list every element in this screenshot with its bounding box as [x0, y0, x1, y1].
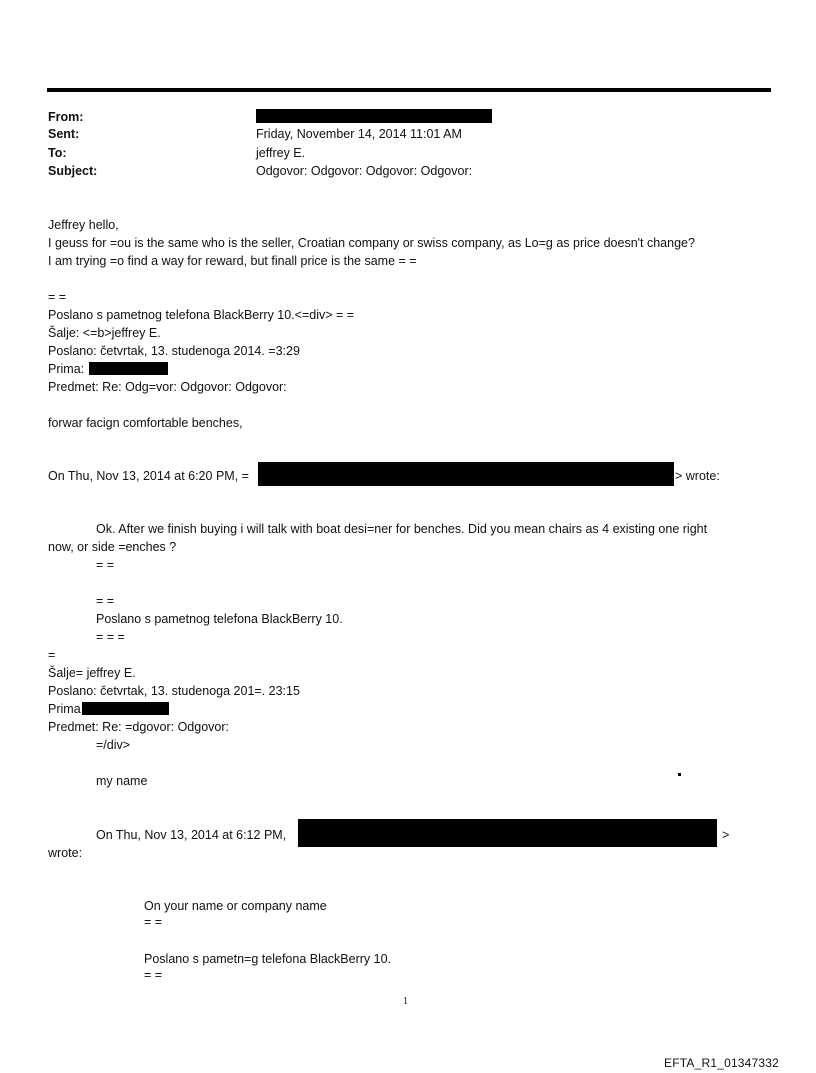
from-label: From: [48, 110, 84, 124]
stray-mark [678, 773, 681, 776]
body-line: my name [96, 774, 148, 788]
body-line: = = = [96, 630, 125, 644]
quoted-sent: Poslano: četvrtak, 13. studenoga 201=. 23:15 [48, 684, 300, 698]
body-line: = [48, 648, 56, 662]
body-line: = = [96, 594, 115, 608]
body-line: now, or side =enches ? [48, 540, 177, 554]
body-line: = = [144, 915, 163, 929]
signature-line: Poslano s pametnog telefona BlackBerry 10.<=div> = = [48, 308, 355, 322]
email-redaction [298, 819, 717, 847]
quoted-sent: Poslano: četvrtak, 13. studenoga 2014. =3:29 [48, 344, 300, 358]
attribution-wrote: > wrote: [675, 469, 720, 483]
quoted-to: Prima [48, 702, 81, 716]
to-value: jeffrey E. [256, 146, 306, 160]
sent-value: Friday, November 14, 2014 11:01 AM [256, 127, 462, 141]
from-redaction [256, 109, 492, 123]
subject-value: Odgovor: Odgovor: Odgovor: Odgovor: [256, 164, 473, 178]
page-number: 1 [403, 996, 408, 1007]
prima-redaction [89, 362, 168, 375]
body-line: Ok. After we finish buying i will talk with boat desi=ner for benches. Did you mean chairs as 4 existing one right [96, 522, 708, 536]
email-redaction [258, 462, 674, 486]
body-line: = = [96, 558, 115, 572]
attribution-line: On Thu, Nov 13, 2014 at 6:20 PM, = [48, 469, 249, 483]
attribution-wrote: wrote: [48, 846, 83, 860]
body-line: I geuss for =ou is the same who is the seller, Croatian company or swiss company, as Lo=g as price doesn't change? [48, 236, 695, 250]
body-line: I am trying =o find a way for reward, but finall price is the same = = [48, 254, 417, 268]
body-line: On your name or company name [144, 899, 327, 913]
body-line: = = [48, 290, 67, 304]
quoted-subject: Predmet: Re: =dgovor: Odgovor: [48, 720, 229, 734]
attribution-line: On Thu, Nov 13, 2014 at 6:12 PM, [96, 828, 287, 842]
body-line: = = [144, 968, 163, 982]
sent-label: Sent: [48, 127, 80, 141]
bates-number: EFTA_R1_01347332 [664, 1056, 780, 1070]
to-label: To: [48, 146, 67, 160]
greeting: Jeffrey hello, [48, 218, 119, 232]
attribution-wrote: > [722, 828, 730, 842]
quoted-from: Šalje= jeffrey E. [48, 666, 136, 680]
prima-redaction [82, 702, 169, 715]
quoted-subject: Predmet: Re: Odg=vor: Odgovor: Odgovor: [48, 380, 287, 394]
subject-label: Subject: [48, 164, 98, 178]
body-line: =/div> [96, 738, 131, 752]
signature-line: Poslano s pametn=g telefona BlackBerry 10. [144, 952, 392, 966]
header-rule [47, 88, 771, 92]
body-line: forwar facign comfortable benches, [48, 416, 243, 430]
signature-line: Poslano s pametnog telefona BlackBerry 10. [96, 612, 343, 626]
quoted-from: Šalje: <=b>jeffrey E. [48, 326, 161, 340]
quoted-to: Prima: [48, 362, 85, 376]
